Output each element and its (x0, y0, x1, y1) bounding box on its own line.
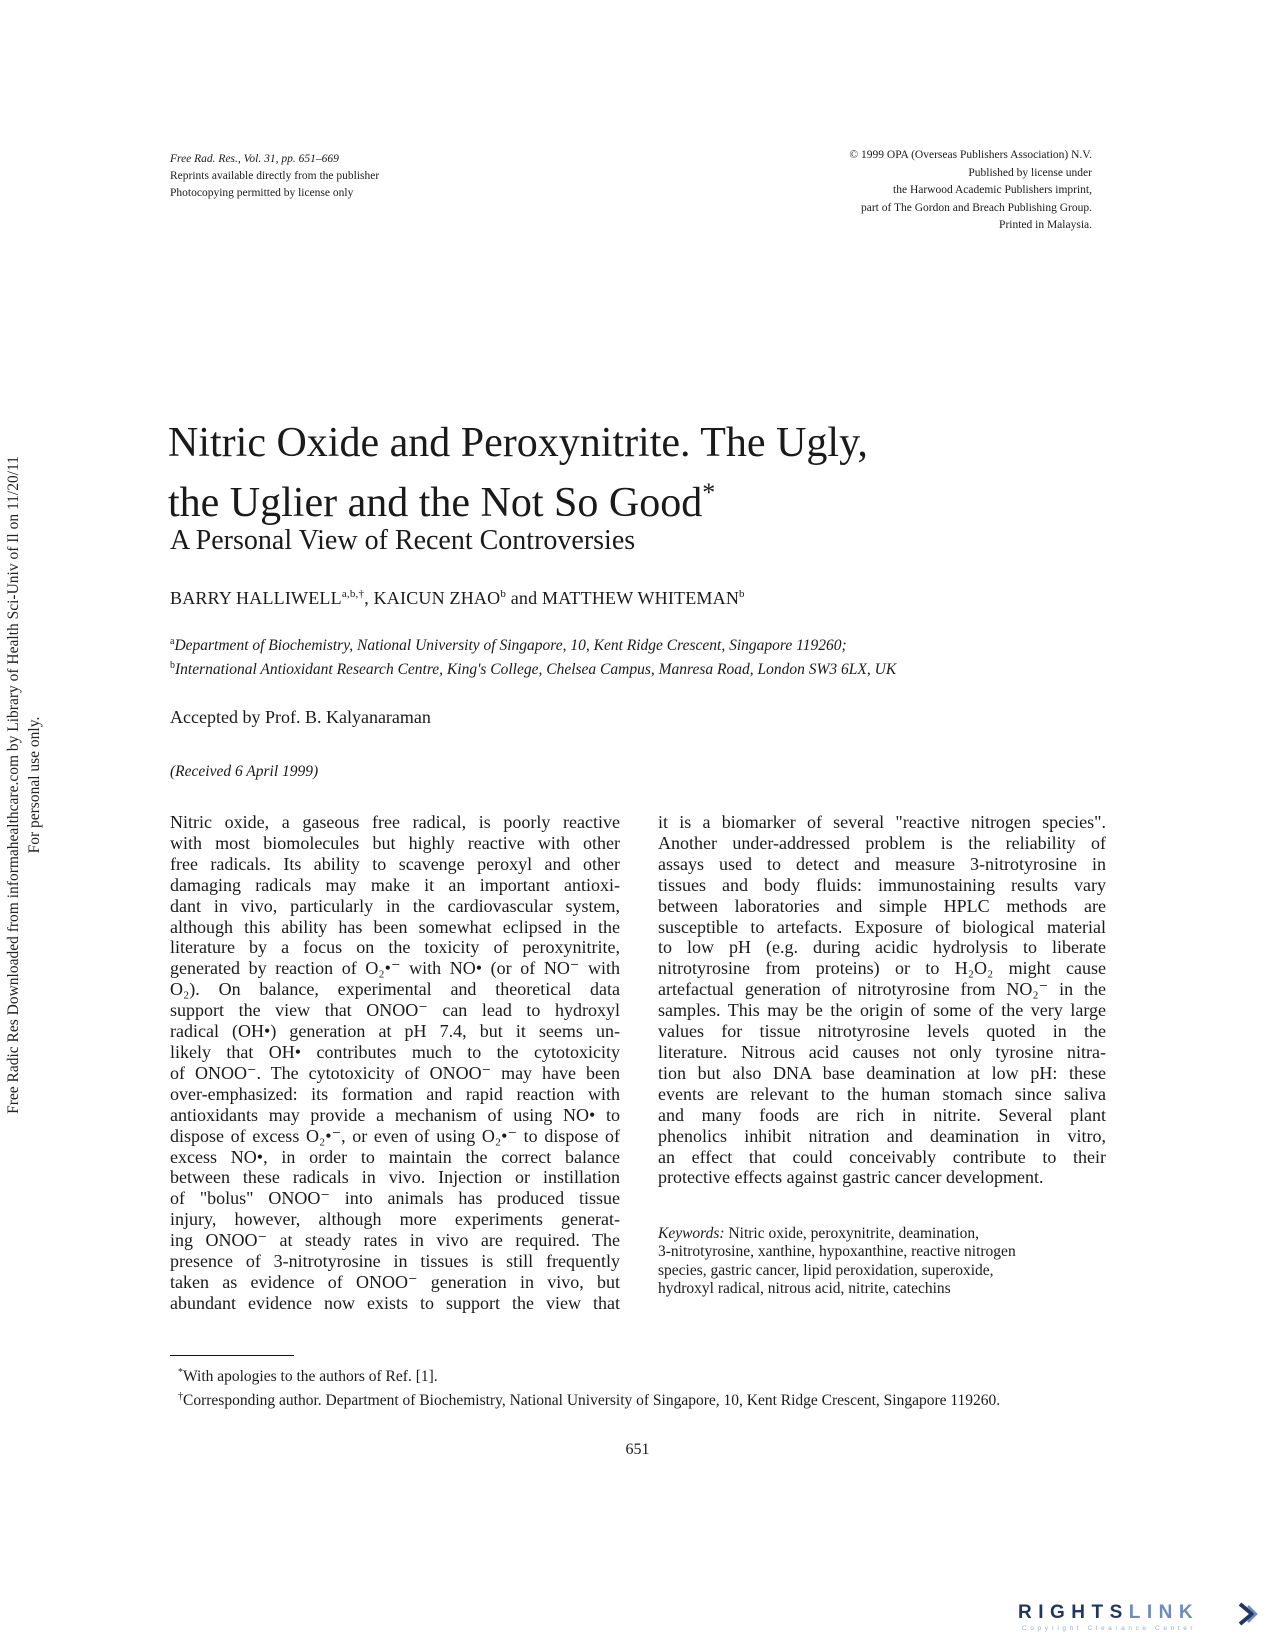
copyright-line: Published by license under (968, 166, 1092, 179)
abstract-line: literature. Nitrous acid causes not only tyrosine nitra- (658, 1041, 1106, 1062)
abstract-line: samples. This may be the origin of some of the very large (658, 1000, 1106, 1021)
author-name: MATTHEW WHITEMAN (542, 588, 740, 608)
author-separator: , (364, 588, 374, 608)
abstract-line: of ONOO⁻. The cytotoxicity of ONOO⁻ may have been (170, 1062, 620, 1083)
logo-word-light: LINK (1128, 1602, 1200, 1623)
abstract-line: between laboratories and simple HPLC methods are (658, 895, 1106, 916)
citation-line: Free Rad. Res., Vol. 31, pp. 651–669 (170, 153, 339, 165)
abstract-line: Another under-addressed problem is the reliability of (658, 832, 1106, 853)
affiliations (170, 632, 1070, 680)
abstract-line: and many foods are rich in nitrite. Several plant (658, 1104, 1106, 1125)
logo-word-dark: RIGHTS (1018, 1602, 1129, 1623)
copyright-line: part of The Gordon and Breach Publishing Group. (860, 201, 1092, 214)
copyright-block (672, 147, 1092, 235)
keywords-line: species, gastric cancer, lipid peroxidation, superoxide, (658, 1261, 994, 1279)
abstract-line: radical (OH•) generation at pH 7.4, but it seems un- (170, 1021, 620, 1042)
abstract-line: abundant evidence now exists to support the view that (170, 1292, 620, 1313)
footnote-mark: † (178, 1390, 183, 1402)
abstract-line: nitrotyrosine from proteins) or to H₂O₂ might cause (658, 958, 1106, 979)
abstract-line: of "bolus" ONOO⁻ into animals has produced tissue (170, 1188, 620, 1209)
abstract-line: although this ability has been somewhat eclipsed in the (170, 916, 620, 937)
journal-citation (170, 151, 550, 202)
abstract-line: susceptible to artefacts. Exposure of biological material (658, 916, 1106, 937)
keywords-label: Keywords: (658, 1225, 725, 1242)
article-subtitle: A Personal View of Recent Controversies (170, 525, 636, 556)
arrow-icon (1236, 1602, 1258, 1626)
keywords-block (658, 1225, 1098, 1298)
author-affiliation-mark: b (739, 588, 745, 600)
author-affiliation-mark: b (500, 588, 507, 600)
title-footnote-mark: * (702, 478, 716, 507)
accepted-by: Accepted by Prof. B. Kalyanaraman (170, 707, 431, 727)
copyright-line: the Harwood Academic Publishers imprint, (893, 184, 1092, 196)
affiliation-mark: b (170, 660, 175, 672)
footnote-text: With apologies to the authors of Ref. [1]. (183, 1368, 438, 1386)
abstract-line: values for tissue nitrotyrosine levels quoted in the (658, 1021, 1106, 1042)
footnote-rule (170, 1355, 294, 1356)
page-number: 651 (625, 1441, 650, 1458)
article-title (168, 418, 968, 528)
author-name: BARRY HALLIWELL (170, 588, 342, 608)
abstract-line: tion but also DNA base deamination at low pH: these (658, 1062, 1106, 1083)
abstract-line: presence of 3-nitrotyrosine in tissues is still frequently (170, 1251, 620, 1272)
abstract-line: O₂). On balance, experimental and theoretical data (170, 979, 620, 1000)
abstract-line: between these radicals in vivo. Injection or instillation (170, 1167, 620, 1188)
abstract-line: literature by a focus on the toxicity of peroxynitrite, (170, 937, 620, 958)
abstract-line: generated by reaction of O₂•⁻ with NO• (or of NO⁻ with (170, 958, 620, 979)
abstract-line: free radicals. Its ability to scavenge peroxyl and other (170, 853, 620, 874)
keywords-line (658, 1225, 1098, 1243)
abstract-line: dispose of excess O₂•⁻, or even of using O₂•⁻ to dispose of (170, 1125, 620, 1146)
abstract-line: with most biomolecules but highly reactive with other (170, 832, 620, 853)
abstract-line: support the view that ONOO⁻ can lead to hydroxyl (170, 1000, 620, 1021)
logo-wordmark (1018, 1602, 1258, 1624)
rightslink-logo[interactable] (1018, 1602, 1258, 1642)
abstract-line: tissues and body fluids: immunostaining results vary (658, 874, 1106, 895)
author-affiliation-mark: a,b,† (341, 588, 365, 600)
affiliation (170, 632, 1070, 656)
author-name: KAICUN ZHAO (373, 588, 501, 608)
abstract-line: taken as evidence of ONOO⁻ generation in vivo, but (170, 1271, 620, 1292)
footnote-text: Corresponding author. Department of Biochemistry, National University of Singapore, 10, Kent Ridge Crescent, Singapore 119260. (183, 1391, 1001, 1409)
footnote (170, 1387, 1106, 1411)
watermark-line: For personal use only. (26, 716, 43, 854)
abstract-line: phenolics inhibit nitration and deamination in vitro, (658, 1125, 1106, 1146)
keywords-line: hydroxyl radical, nitrous acid, nitrite, catechins (658, 1279, 951, 1297)
abstract-line: artefactual generation of nitrotyrosine from NO₂⁻ in the (658, 979, 1106, 1000)
affiliation-text: Department of Biochemistry, National University of Singapore, 10, Kent Ridge Crescent, Singapore 119260; (174, 637, 847, 655)
abstract-line: dant in vivo, particularly in the cardiovascular system, (170, 895, 620, 916)
affiliation-text: International Antioxidant Research Centre, King's College, Chelsea Campus, Manresa Road, London SW3 6LX, UK (175, 661, 897, 679)
abstract-line: likely that OH• contributes much to the cytotoxicity (170, 1041, 620, 1062)
abstract-line: antioxidants may provide a mechanism of using NO• to (170, 1104, 620, 1125)
watermark-line: Free Radic Res Downloaded from informahealthcare.com by Library of Health Sci-Univ of Il on 11/20/11 (5, 456, 22, 1114)
abstract-line: an effect that could conceivably contribute to their (658, 1146, 1106, 1167)
abstract-line: Nitric oxide, a gaseous free radical, is poorly reactive (170, 812, 620, 832)
keywords-line: 3-nitrotyrosine, xanthine, hypoxanthine, reactive nitrogen (658, 1243, 1016, 1261)
title-line: the Uglier and the Not So Good (168, 480, 703, 526)
abstract-line: over-emphasized: its formation and rapid reaction with (170, 1083, 620, 1104)
copyright-line: Printed in Malaysia. (999, 219, 1092, 231)
abstract-column-left (170, 812, 620, 1314)
citation-line: Reprints available directly from the publisher (170, 170, 380, 182)
footnote-mark: * (178, 1367, 183, 1378)
logo-subtitle: Copyright Clearance Center (1022, 1625, 1197, 1632)
abstract-line: it is a biomarker of several "reactive nitrogen species". (658, 812, 1106, 832)
affiliation (170, 656, 1070, 680)
abstract-line: events are relevant to the human stomach since saliva (658, 1083, 1106, 1104)
footnotes (170, 1363, 1106, 1410)
received-date: (Received 6 April 1999) (170, 763, 319, 780)
abstract-line: protective effects against gastric cancer development. (658, 1167, 1044, 1188)
abstract-column-right (658, 812, 1106, 1188)
abstract-line: damaging radicals may make it an important antioxi- (170, 874, 620, 895)
keywords-text: Nitric oxide, peroxynitrite, deamination, (728, 1225, 979, 1242)
abstract-line: assays used to detect and measure 3-nitrotyrosine in (658, 853, 1106, 874)
abstract-line: excess NO•, in order to maintain the correct balance (170, 1146, 620, 1167)
download-watermark (3, 345, 49, 1225)
title-line: Nitric Oxide and Peroxynitrite. The Ugly, (168, 420, 868, 466)
copyright-line: © 1999 OPA (Overseas Publishers Association) N.V. (849, 149, 1092, 161)
affiliation-mark: a (170, 636, 175, 647)
author-separator: and (506, 588, 543, 608)
footnote (170, 1363, 1106, 1387)
abstract-line: ing ONOO⁻ at steady rates in vivo are required. The (170, 1230, 620, 1251)
author-list (170, 588, 745, 609)
citation-line: Photocopying permitted by license only (170, 187, 354, 199)
abstract-line: to low pH (e.g. during acidic hydrolysis to liberate (658, 937, 1106, 958)
abstract-line: injury, however, although more experiments generat- (170, 1209, 620, 1230)
